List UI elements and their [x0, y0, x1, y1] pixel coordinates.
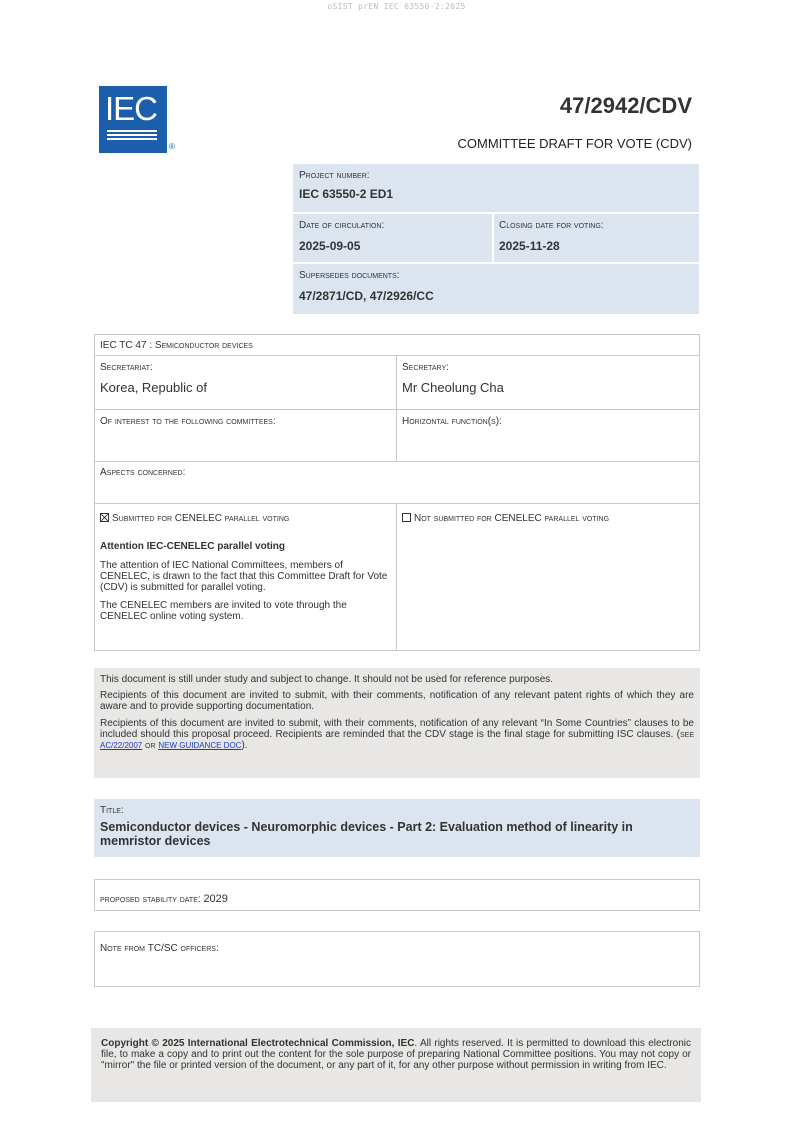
- watermark: oSIST prEN IEC 63550-2:2025: [327, 2, 466, 11]
- title-label: Title:: [100, 805, 124, 816]
- secretariat-cell: [100, 362, 207, 395]
- project-number-label: Project number:: [299, 170, 370, 181]
- divider: [95, 503, 699, 504]
- copyright-bold: Copyright © 2025 International Electrotechnical Commission, IEC: [101, 1038, 415, 1049]
- secretariat-value: Korea, Republic of: [100, 380, 207, 395]
- logo-line: [107, 130, 157, 132]
- attention-paragraph: The CENELEC members are invited to vote through the CENELEC online voting system.: [100, 600, 347, 622]
- attention-paragraph: The attention of IEC National Committees, members of CENELEC, is drawn to the fact that this Committee Draft for Vote (CDV) is submitted for parallel voting.: [100, 560, 388, 593]
- stability-label: proposed stability date: [100, 894, 198, 905]
- tc-prefix: IEC TC 47 :: [100, 340, 155, 351]
- notice-panel: [94, 668, 700, 778]
- logo-text: IEC: [105, 90, 158, 127]
- closing-cell: [494, 214, 699, 262]
- not-submitted-option[interactable]: [402, 513, 609, 524]
- supersedes-cell: [293, 264, 699, 314]
- secretary-label: Secretary:: [402, 362, 449, 373]
- supersedes-label: Supersedes documents:: [299, 270, 400, 281]
- horizontal-label: Horizontal function(s):: [402, 416, 502, 427]
- not-submitted-post: parallel voting: [541, 513, 610, 524]
- stability-box: [94, 879, 700, 911]
- divider: [95, 355, 699, 356]
- circulation-cell: [293, 214, 492, 262]
- copyright-text: [101, 1038, 691, 1071]
- copyright-body: . All rights reserved. It is permitted to download this electronic file, to make a copy and to print out the content for the sole purpose of preparing National Committee positions. You may not copy or "mirror" the file or printed version of the document, or any part of it, for any other purpose without permission in writing from IEC.: [101, 1038, 691, 1071]
- attention-title: Attention IEC-CENELEC parallel voting: [100, 541, 286, 552]
- notice-isc-text: Recipients of this document are invited to submit, with their comments, notification of any relevant “In Some Countries” clauses to be included should this proposal proceed. Recipients are reminded that the CDV stage is the final stage for submitting ISC clauses. (: [100, 718, 694, 740]
- unchecked-checkbox-icon[interactable]: [402, 513, 411, 522]
- submitted-pre: Submitted for: [112, 513, 175, 524]
- new-guidance-doc-link[interactable]: NEW GUIDANCE DOC: [158, 741, 242, 750]
- supersedes-value: 47/2871/CD, 47/2926/CC: [299, 289, 434, 303]
- submitted-option[interactable]: [100, 513, 289, 524]
- not-submitted-pre: Not submitted for: [414, 513, 495, 524]
- secretary-value: Mr Cheolung Cha: [402, 380, 504, 395]
- divider: [95, 461, 699, 462]
- attention-block: [100, 541, 392, 622]
- closing-value: 2025-11-28: [499, 239, 560, 253]
- submitted-post: parallel voting: [222, 513, 290, 524]
- secretariat-label: Secretariat:: [100, 362, 153, 373]
- document-type: COMMITTEE DRAFT FOR VOTE (CDV): [457, 136, 692, 151]
- notice-end: ).: [241, 740, 248, 751]
- project-number-cell: [293, 164, 699, 212]
- ac-22-2007-link[interactable]: AC/22/2007: [100, 741, 143, 750]
- iec-logo: [99, 86, 167, 153]
- copyright-panel: [91, 1028, 701, 1102]
- aspects-label: Aspects concerned:: [100, 467, 186, 478]
- logo-line: [107, 138, 157, 140]
- not-submitted-mid: CENELEC: [494, 513, 542, 524]
- or-word: or: [145, 740, 156, 751]
- interest-label: Of interest to the following committees:: [100, 416, 276, 427]
- notice-paragraph: Recipients of this document are invited to submit, with their comments, notification of any relevant patent rights of which they are aware and to provide supporting documentation.: [100, 690, 694, 712]
- registered-mark: ®: [169, 142, 175, 151]
- title-panel: [94, 799, 700, 857]
- secretary-cell: [402, 362, 504, 395]
- tc-line: [100, 340, 253, 351]
- notice-paragraph: This document is still under study and subject to change. It should not be used for reference purposes.: [100, 674, 554, 685]
- divider: [95, 409, 699, 410]
- document-number: 47/2942/CDV: [559, 93, 692, 118]
- closing-label: Closing date for voting:: [499, 220, 604, 231]
- checked-checkbox-icon[interactable]: [100, 513, 109, 522]
- note-label-post: officers:: [177, 943, 219, 954]
- note-label-pre: Note from: [100, 943, 148, 954]
- document-title: Semiconductor devices - Neuromorphic devices - Part 2: Evaluation method of linearity in memristor devices: [100, 820, 633, 848]
- circulation-value: 2025-09-05: [299, 239, 361, 253]
- stability-value: 2029: [203, 893, 228, 905]
- note-box: [94, 931, 700, 987]
- submitted-mid: CENELEC: [174, 513, 223, 524]
- logo-line: [107, 134, 157, 136]
- stability-separator: :: [197, 894, 204, 905]
- divider: [396, 504, 397, 650]
- note-label-mid: TC/SC: [147, 943, 178, 954]
- circulation-label: Date of circulation:: [299, 220, 385, 231]
- notice-paragraph-isc: [100, 718, 694, 751]
- project-number-value: IEC 63550-2 ED1: [299, 187, 394, 201]
- see-word: see: [679, 729, 694, 740]
- tc-name: Semiconductor devices: [154, 340, 253, 351]
